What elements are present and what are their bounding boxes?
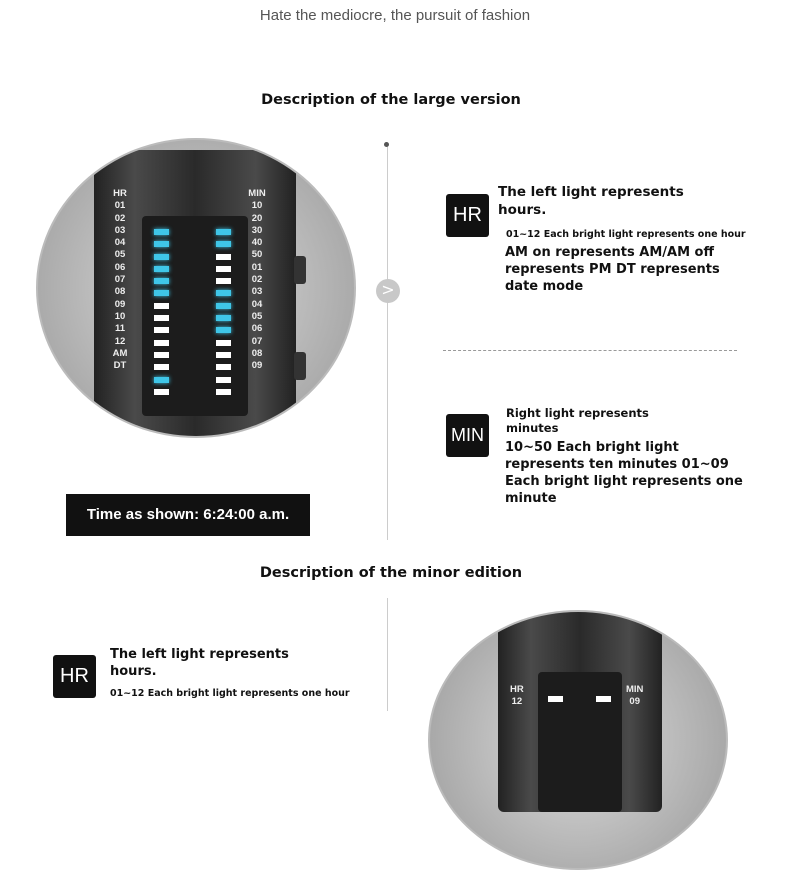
hr-label: 08 — [114, 286, 126, 298]
large-heading: Description of the large version — [261, 92, 521, 108]
led-lit — [154, 241, 169, 247]
minor-hr-sub: 01~12 Each bright light represents one hour — [110, 688, 350, 699]
crown-button — [294, 256, 306, 284]
large-watch-image — [36, 138, 356, 438]
led-off — [154, 364, 169, 370]
hr-label: 04 — [114, 237, 126, 249]
divider-dot — [384, 142, 389, 147]
min-label: 02 — [251, 274, 263, 286]
min-label: 30 — [251, 224, 263, 236]
time-caption: Time as shown: 6:24:00 a.m. — [66, 494, 310, 536]
hr-label: 03 — [114, 224, 126, 236]
crown-button — [294, 352, 306, 380]
led-lit — [154, 229, 169, 235]
min-label: 50 — [251, 249, 263, 261]
led-off — [216, 352, 231, 358]
led-lit — [216, 303, 231, 309]
chevron-right-icon: > — [376, 279, 400, 303]
watch-body — [94, 150, 296, 438]
min-label: 05 — [251, 310, 263, 322]
hr-label: 05 — [114, 249, 126, 261]
led-off — [216, 278, 231, 284]
led-off — [216, 266, 231, 272]
led-lit — [216, 327, 231, 333]
led-off — [216, 340, 231, 346]
dashed-divider — [443, 350, 737, 351]
led-screen — [142, 216, 248, 416]
led — [548, 696, 563, 702]
minor-hr-title: The left light represents hours. — [110, 647, 289, 679]
min-label: 06 — [251, 323, 263, 335]
tagline: Hate the mediocre, the pursuit of fashion — [259, 7, 531, 24]
led-lit — [216, 315, 231, 321]
min-label: 03 — [251, 286, 263, 298]
led-screen — [538, 672, 622, 812]
hr-label: 10 — [114, 310, 126, 322]
led-lit — [154, 254, 169, 260]
min-body: 10~50 Each bright light represents ten minutes 01~09 Each bright light represents one minute — [505, 440, 743, 506]
hr-title: The left light represents hours. — [498, 184, 684, 218]
min-label: 20 — [251, 212, 263, 224]
hr-label: 02 — [114, 212, 126, 224]
hr-label: DT — [113, 360, 127, 372]
hr-label: AM — [112, 347, 128, 359]
led-off — [154, 327, 169, 333]
divider — [387, 598, 388, 711]
hr-badge: HR — [446, 194, 489, 237]
led-lit — [154, 278, 169, 284]
watch-body — [498, 612, 662, 812]
min-title: Right light represents minutes — [506, 406, 649, 435]
divider — [387, 145, 388, 540]
led-off — [154, 340, 169, 346]
led-off — [154, 389, 169, 395]
hr-label: 07 — [114, 274, 126, 286]
hr-body: AM on represents AM/AM off represents PM DT represents date mode — [505, 245, 720, 294]
min-label: 04 — [251, 298, 263, 310]
led-lit — [216, 241, 231, 247]
min-label: 08 — [251, 347, 263, 359]
led — [596, 696, 611, 702]
hr-label: 11 — [114, 323, 126, 335]
led-off — [216, 377, 231, 383]
led-lit — [216, 290, 231, 296]
min-labels: MIN 09 — [626, 684, 644, 708]
hr-label: 09 — [114, 298, 126, 310]
minor-heading: Description of the minor edition — [259, 565, 523, 581]
min-label: 07 — [251, 335, 263, 347]
min-badge: MIN — [446, 414, 489, 457]
min-label: 10 — [251, 200, 263, 212]
hr-label: 12 — [114, 335, 126, 347]
min-label: 40 — [251, 237, 263, 249]
led-lit — [216, 229, 231, 235]
led-off — [154, 352, 169, 358]
led-lit — [154, 290, 169, 296]
minor-hr-badge: HR — [53, 655, 96, 698]
min-label: 09 — [251, 360, 263, 372]
hr-labels: HR 12 — [510, 684, 524, 708]
led-off — [216, 254, 231, 260]
hr-label: 06 — [114, 261, 126, 273]
led-off — [154, 303, 169, 309]
hr-label: HR — [113, 188, 127, 199]
led-off — [216, 389, 231, 395]
min-label: MIN — [248, 188, 266, 199]
led-off — [216, 364, 231, 370]
hr-label: 01 — [114, 200, 126, 212]
led-lit — [154, 377, 169, 383]
minor-watch-image — [428, 610, 728, 870]
min-label: 01 — [251, 261, 263, 273]
led-off — [154, 315, 169, 321]
led-lit — [154, 266, 169, 272]
hr-sub: 01~12 Each bright light represents one hour — [506, 229, 746, 240]
